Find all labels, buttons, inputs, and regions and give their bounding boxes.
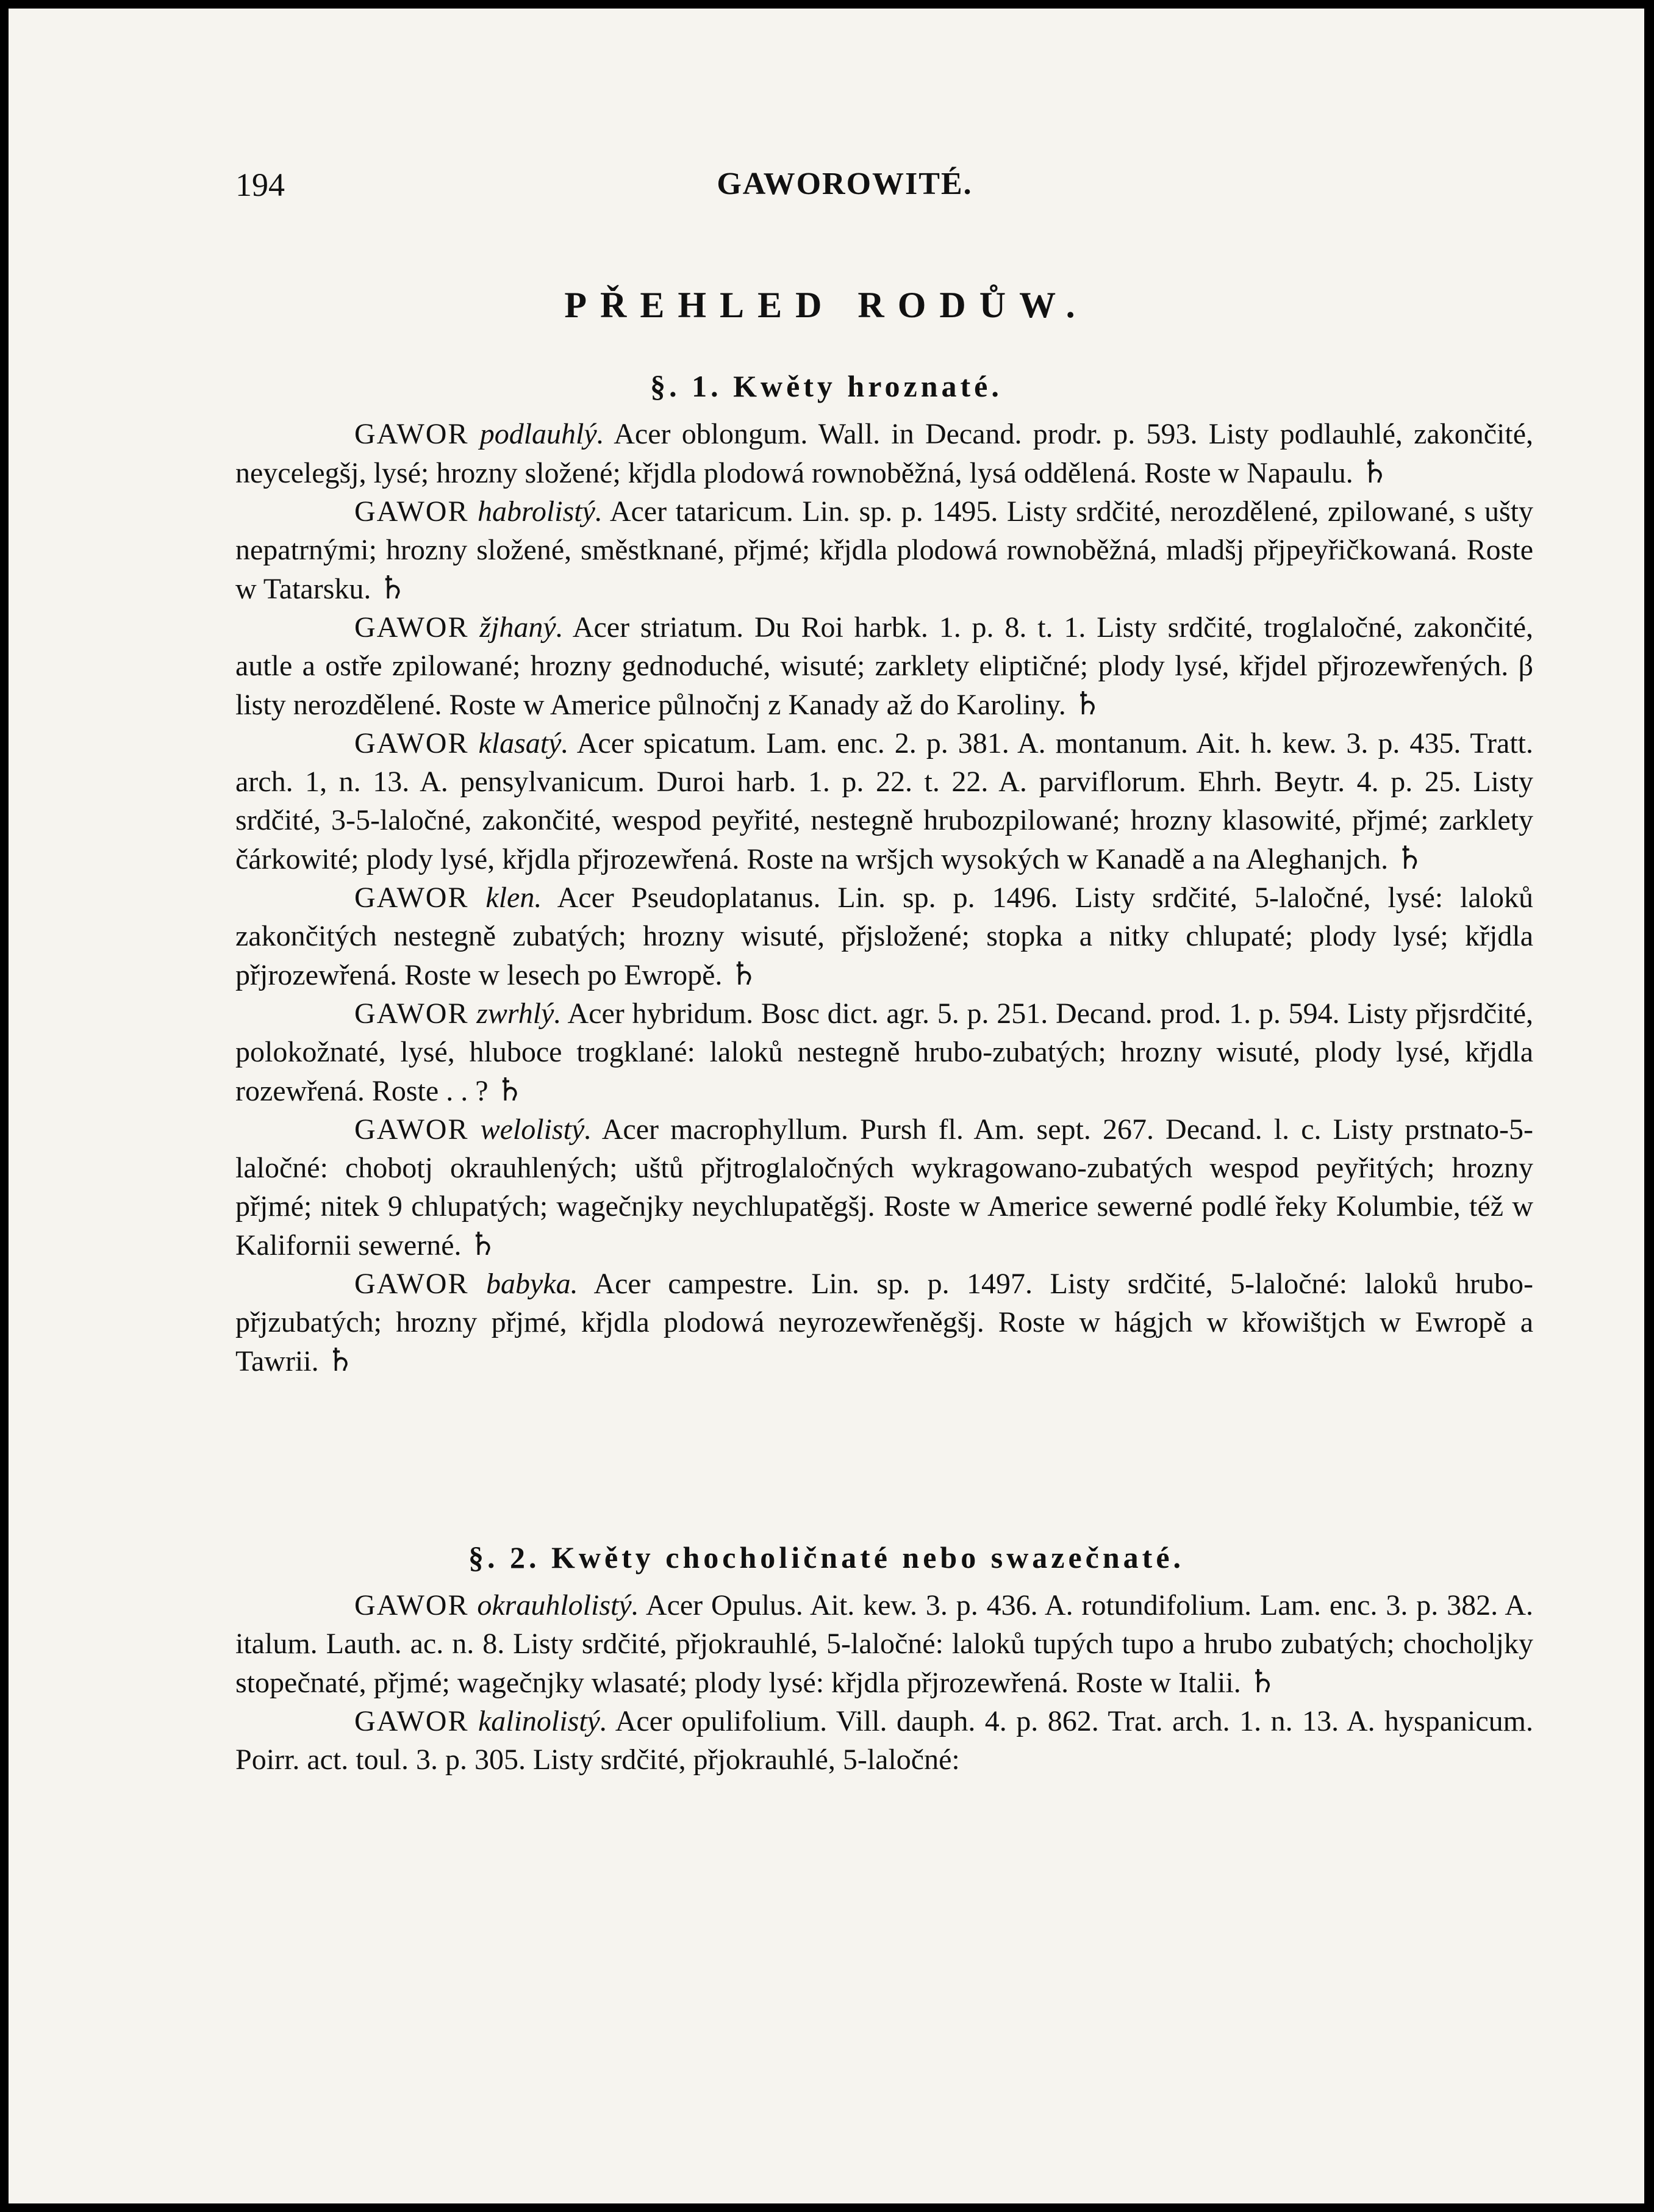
entry-text: Acer opulifolium. Vill. dauph. 4. p. 862. Trat. arch. 1. n. 13. A. hyspanicum. Poirr. act. toul. 3. p. 305. Listy srdčité, přjokrauhlé, 5-laločné:: [235, 1705, 1534, 1776]
entry-text: Acer campestre. Lin. sp. p. 1497. Listy srdčité, 5-laločné: laloků hrubo-přjzubatých; hrozny přjmé, křjdla plodowá neyrozewřeněgšj. Roste w hágjch w křowištjch w Ewropě a Tawrii.: [235, 1268, 1534, 1377]
genus-name: GAWOR: [354, 495, 469, 528]
shrub-symbol: ♄: [495, 1073, 524, 1108]
species-name: podlauhlý.: [479, 418, 604, 450]
page-number: 194: [235, 167, 285, 203]
entry-text: Acer tataricum. Lin. sp. p. 1495. Listy srdčité, nerozdělené, zpilowané, s ušty nepatrnými; hrozny složené, směstknané, přjmé; křjdla plodowá rownoběžná, mladšj přjpeyřičkowaná. Roste w Tatarsku.: [235, 495, 1534, 605]
species-entry: [235, 492, 1533, 608]
entry-text: Acer hybridum. Bosc dict. agr. 5. p. 251. Decand. prod. 1. p. 594. Listy přjsrdčité, polokožnaté, lysé, hluboce trogklané: laloků nestegně hrubo-zubatých; hrozny wisuté, plody lysé, křjdla rozewřená. Roste . . ?: [235, 997, 1534, 1107]
species-name: zwrhlý.: [476, 997, 562, 1030]
genus-name: GAWOR: [354, 1589, 469, 1621]
species-name: klen.: [485, 882, 542, 914]
species-name: babyka.: [485, 1268, 578, 1300]
genus-name: GAWOR: [354, 1268, 469, 1300]
shrub-symbol: ♄: [468, 1227, 498, 1262]
running-head: GAWOROWITÉ.: [717, 167, 973, 201]
shrub-symbol: ♄: [1073, 687, 1102, 722]
entry-text: Acer spicatum. Lam. enc. 2. p. 381. A. montanum. Ait. h. kew. 3. p. 435. Tratt. arch. 1, n. 13. A. pensylvanicum. Duroi harb. 1. p. 22. t. 22. A. parviflorum. Ehrh. Beytr. 4. p. 25. Listy srdčité, 3-5-laločné, zakončité, wespod peyřité, nestegně hrubozpilowané; hrozny klasowité, přjmé; zarklety čárkowité; plody lysé, křjdla přjrozewřená. Roste na wršjch wysokých w Kanadě a na Aleghanjch.: [235, 727, 1534, 875]
genus-name: GAWOR: [354, 1113, 469, 1146]
section-1-body: [235, 415, 1533, 1501]
species-name: okrauhlolistý.: [477, 1589, 639, 1621]
genus-name: GAWOR: [354, 727, 469, 759]
genus-name: GAWOR: [354, 997, 469, 1030]
shrub-symbol: ♄: [729, 957, 758, 992]
entry-text: Acer macrophyllum. Pursh fl. Am. sept. 267. Decand. l. c. Listy prstnato-5-laločné: chobotj okrauhlených; uštů přjtroglaločných wykragowano-zubatých wespod peyřitých; hrozny přjmé; nitek 9 chlupatých; wagečnjky neychlupatěgšj. Roste w Americe sewerné podlé řeky Kolumbie, též w Kalifornii sewerné.: [235, 1113, 1534, 1262]
species-entry: [235, 724, 1533, 878]
species-entry: [235, 994, 1533, 1110]
species-name: welolistý.: [480, 1113, 592, 1146]
species-entry: [235, 1586, 1533, 1702]
species-entry: [235, 608, 1533, 724]
species-entry: [235, 1110, 1533, 1265]
species-name: klasatý.: [478, 727, 569, 759]
section-heading-1: §. 1. Kwěty hroznaté.: [650, 369, 1003, 403]
species-entry: [235, 1265, 1533, 1381]
shrub-symbol: ♄: [326, 1343, 355, 1378]
entry-text: Acer Opulus. Ait. kew. 3. p. 436. A. rotundifolium. Lam. enc. 3. p. 382. A. italum. Lauth. ac. n. 8. Listy srdčité, přjokrauhlé, 5-laločné: laloků tupých tupo a hrubo zubatých; chocholjky stopečnaté, přjmé; wagečnjky wlasaté; plody lysé: křjdla přjrozewřená. Roste w Italii.: [235, 1589, 1533, 1699]
genus-name: GAWOR: [354, 1705, 469, 1737]
section-2-body: [235, 1586, 1533, 1940]
genus-name: GAWOR: [354, 418, 469, 450]
species-entry: [235, 415, 1533, 492]
entry-text: Acer striatum. Du Roi harbk. 1. p. 8. t. 1. Listy srdčité, troglaločné, zakončité, autle a ostře zpilowané; hrozny gednoduché, wisuté; zarklety eliptičné; plody lysé, křjdel přjrozewřených. β listy nerozdělené. Roste w Americe půlnočnj z Kanady až do Karoliny.: [235, 611, 1534, 721]
species-entry: [235, 878, 1533, 994]
entry-text: Acer oblongum. Wall. in Decand. prodr. p. 593. Listy podlauhlé, zakončité, neycelegšj, lysé; hrozny složené; křjdla plodowá rownoběžná, lysá oddělená. Roste w Napaulu.: [235, 418, 1534, 489]
shrub-symbol: ♄: [1395, 841, 1424, 876]
genus-name: GAWOR: [354, 611, 469, 644]
page-header: [9, 166, 1644, 215]
species-name: kalinolistý.: [478, 1705, 607, 1737]
page-title: PŘEHLED RODŮW.: [564, 285, 1089, 325]
species-entry: [235, 1702, 1533, 1779]
book-page: [9, 9, 1644, 2203]
section-heading-2: §. 2. Kwěty chocholičnaté nebo swazečnaté.: [468, 1540, 1185, 1575]
genus-name: GAWOR: [354, 882, 469, 914]
species-name: habrolistý.: [478, 495, 603, 528]
species-name: žjhaný.: [479, 611, 564, 644]
shrub-symbol: ♄: [1360, 455, 1389, 490]
entry-text: Acer Pseudoplatanus. Lin. sp. p. 1496. Listy srdčité, 5-laločné, lysé: laloků zakončitých nestegně zubatých; hrozny wisuté, přjsložené; stopka a nitky chlupaté; plody lysé; křjdla přjrozewřená. Roste w lesech po Ewropě.: [235, 882, 1533, 991]
shrub-symbol: ♄: [378, 571, 407, 606]
shrub-symbol: ♄: [1248, 1665, 1277, 1700]
